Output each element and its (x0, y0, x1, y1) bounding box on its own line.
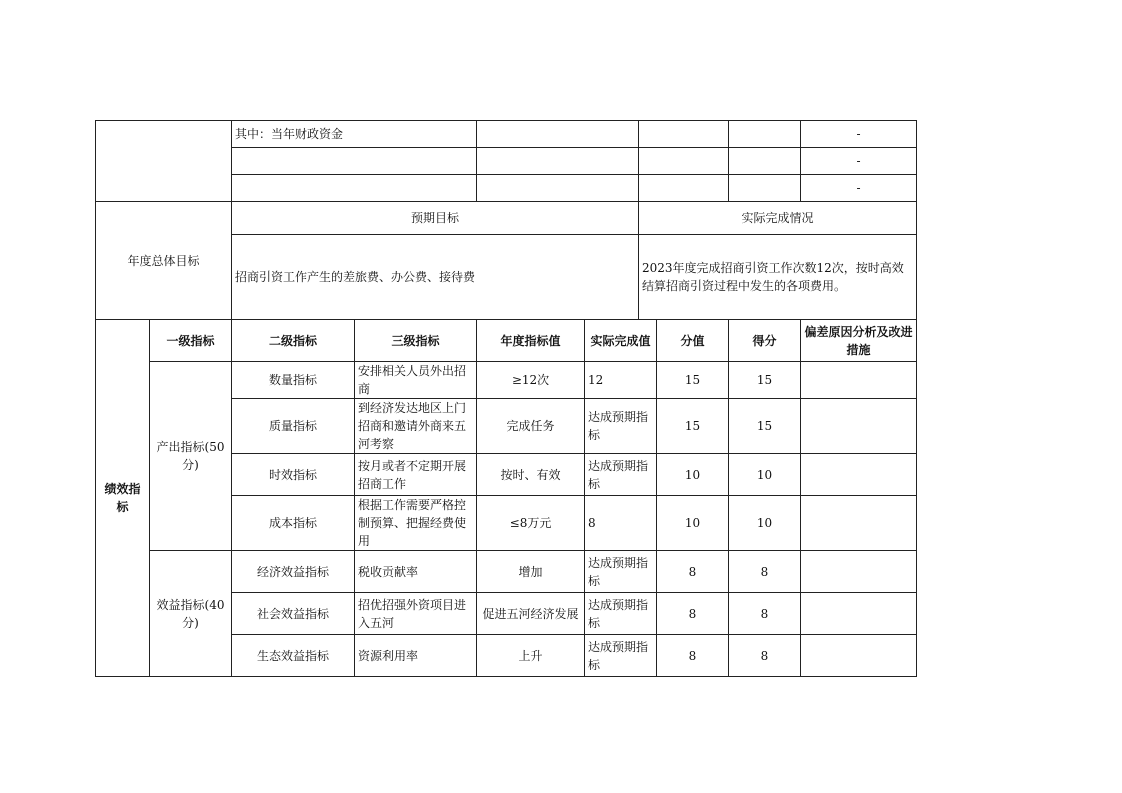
weight-cell: 15 (657, 362, 729, 399)
funds-cell (477, 148, 639, 175)
weight-cell: 10 (657, 496, 729, 551)
funds-cell (729, 148, 801, 175)
goals-header-row (96, 202, 917, 235)
level3-cell: 根据工作需要严格控制预算、把握经费使用 (355, 496, 477, 551)
level3-cell: 按月或者不定期开展招商工作 (355, 454, 477, 496)
target-cell: ≥12次 (477, 362, 585, 399)
score-cell: 8 (729, 593, 801, 635)
analysis-cell (801, 593, 917, 635)
level3-cell: 安排相关人员外出招商 (355, 362, 477, 399)
perf-header-row (96, 320, 917, 362)
table-row (96, 551, 917, 593)
level2-cell: 经济效益指标 (232, 551, 355, 593)
score-cell: 10 (729, 496, 801, 551)
funds-cell (639, 148, 729, 175)
level2-cell: 数量指标 (232, 362, 355, 399)
level3-cell: 资源利用率 (355, 635, 477, 677)
funds-dash: - (801, 175, 917, 202)
funds-row (96, 121, 917, 148)
header-level3: 三级指标 (355, 320, 477, 362)
actual-cell: 达成预期指标 (585, 593, 657, 635)
funds-cell (232, 148, 477, 175)
analysis-cell (801, 362, 917, 399)
actual-cell: 12 (585, 362, 657, 399)
analysis-cell (801, 399, 917, 454)
funds-cell (639, 175, 729, 202)
target-cell: 促进五河经济发展 (477, 593, 585, 635)
funds-label-cell: 其中：当年财政资金 (232, 121, 477, 148)
funds-dash: - (801, 121, 917, 148)
level2-cell: 社会效益指标 (232, 593, 355, 635)
target-cell: 按时、有效 (477, 454, 585, 496)
analysis-cell (801, 635, 917, 677)
level3-cell: 税收贡献率 (355, 551, 477, 593)
header-deviation-analysis: 偏差原因分析及改进措施 (801, 320, 917, 362)
weight-cell: 8 (657, 635, 729, 677)
funds-cell (477, 121, 639, 148)
actual-cell: 达成预期指标 (585, 454, 657, 496)
performance-evaluation-table (95, 120, 917, 677)
score-cell: 15 (729, 362, 801, 399)
funds-cell (477, 175, 639, 202)
actual-completion-text: 2023年度完成招商引资工作次数12次，按时高效结算招商引资过程中发生的各项费用。 (639, 235, 917, 320)
analysis-cell (801, 454, 917, 496)
expected-goal-text: 招商引资工作产生的差旅费、办公费、接待费 (232, 235, 639, 320)
header-weight: 分值 (657, 320, 729, 362)
group-benefit-indicators: 效益指标(40分) (150, 551, 232, 677)
target-cell: ≤8万元 (477, 496, 585, 551)
weight-cell: 15 (657, 399, 729, 454)
score-cell: 8 (729, 551, 801, 593)
header-score: 得分 (729, 320, 801, 362)
level2-cell: 成本指标 (232, 496, 355, 551)
level2-cell: 质量指标 (232, 399, 355, 454)
score-cell: 15 (729, 399, 801, 454)
funds-dash: - (801, 148, 917, 175)
header-level1: 一级指标 (150, 320, 232, 362)
actual-cell: 达成预期指标 (585, 399, 657, 454)
perf-indicators-label: 绩效指标 (96, 320, 150, 677)
actual-completion-header: 实际完成情况 (639, 202, 917, 235)
level3-cell: 招优招强外资项目进入五河 (355, 593, 477, 635)
annual-goals-label: 年度总体目标 (96, 202, 232, 320)
expected-goal-header: 预期目标 (232, 202, 639, 235)
table-row (96, 362, 917, 399)
funds-cell (729, 121, 801, 148)
header-actual-value: 实际完成值 (585, 320, 657, 362)
analysis-cell (801, 551, 917, 593)
header-annual-target: 年度指标值 (477, 320, 585, 362)
weight-cell: 10 (657, 454, 729, 496)
header-level2: 二级指标 (232, 320, 355, 362)
actual-cell: 达成预期指标 (585, 635, 657, 677)
target-cell: 上升 (477, 635, 585, 677)
funds-cell (232, 175, 477, 202)
target-cell: 完成任务 (477, 399, 585, 454)
level2-cell: 生态效益指标 (232, 635, 355, 677)
level3-cell: 到经济发达地区上门招商和邀请外商来五河考察 (355, 399, 477, 454)
actual-cell: 8 (585, 496, 657, 551)
weight-cell: 8 (657, 593, 729, 635)
level2-cell: 时效指标 (232, 454, 355, 496)
funds-empty-cell (96, 121, 232, 202)
target-cell: 增加 (477, 551, 585, 593)
weight-cell: 8 (657, 551, 729, 593)
funds-cell (729, 175, 801, 202)
group-output-indicators: 产出指标(50分) (150, 362, 232, 551)
score-cell: 8 (729, 635, 801, 677)
analysis-cell (801, 496, 917, 551)
actual-cell: 达成预期指标 (585, 551, 657, 593)
score-cell: 10 (729, 454, 801, 496)
funds-cell (639, 121, 729, 148)
